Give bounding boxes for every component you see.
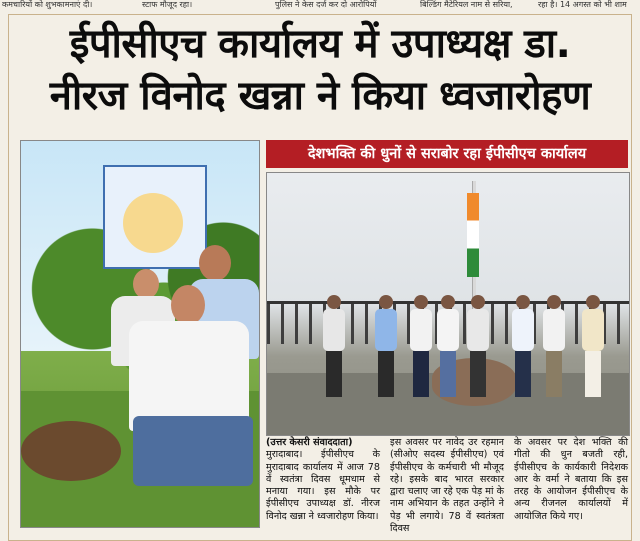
person (582, 295, 604, 400)
person (543, 295, 565, 400)
person (437, 295, 459, 400)
article-text: के अवसर पर देश भक्ति की गीतो की धुन बजती रही, ईपीसीएच के कार्यकारी निदेशक आर के वर्मा ने बताया कि इस तरह के आयोजन ईपीसीएच के अन्य रीजनल कार्यालयों में आयोजित किये गए। (514, 437, 628, 522)
top-strip-text-right3: रहा है। 14 अगस्त को भी शाम (538, 0, 627, 9)
flag-hoisting-photo (266, 172, 630, 436)
person (323, 295, 345, 400)
person-head (171, 285, 205, 325)
person (512, 295, 534, 400)
article-column-3 (514, 437, 628, 523)
article-column-2 (390, 437, 504, 535)
top-strip-text-right2: बिल्डिंग मैटेरियल नाम से सरिया, (420, 0, 513, 9)
headline-line-2: नीरज विनोद खन्ना ने किया ध्वजारोहण (49, 73, 591, 119)
headline-line-1: ईपीसीएच कार्यालय में उपाध्यक्ष डा. (69, 21, 571, 67)
person (467, 295, 489, 400)
top-strip-text-left: कमचारियों को शुभकामनाएं दी। (2, 0, 93, 9)
article-column-1 (266, 437, 380, 523)
indian-flag (467, 193, 479, 277)
top-strip-text-right1: पुलिस ने केस दर्ज कर दो आरोपियों (275, 0, 377, 9)
tree-planting-photo (20, 140, 260, 528)
banner-emblem (123, 193, 183, 253)
byline: (उत्तर केसरी संवाददाता) (266, 437, 353, 448)
person-shirt (129, 321, 249, 431)
headline (12, 18, 628, 122)
person (410, 295, 432, 400)
top-strip (0, 0, 640, 14)
person-head (199, 245, 231, 281)
person-head (133, 269, 159, 299)
person-jeans (133, 416, 253, 486)
article-text: मुरादाबाद। ईपीसीएच के मुरादाबाद कार्यालय में आज 78 वें स्वतंत्रा दिवस धूमधाम से मनाया गया। इस मौके पर ईपीसीएच उपाध्यक्ष डॉ. नीरज विनोद खन्ना ने ध्वजारोहण किया। (266, 449, 380, 522)
article-text: इस अवसर पर नावेद उर रहमान (सीओए सदस्य ईपीसीएच) एवं ईपीसीएच के कर्मचारी भी मौजूद रहे। इसके बाद भारत सरकार द्वारा चलाए जा रहे एक पेड़ मां के नाम अभियान के तहत उन्होंने ने पेड़ भी लगाये। 78 वें स्वतंत्रता दिवस (390, 437, 504, 535)
article-body (266, 437, 628, 533)
soil-mound (21, 421, 121, 481)
subhead-banner: देशभक्ति की धुनों से सराबोर रहा ईपीसीएच कार्यालय (266, 140, 628, 168)
top-strip-text-mid: स्टाफ मौजूद रहा। (142, 0, 193, 9)
event-banner (103, 165, 207, 269)
person (375, 295, 397, 400)
